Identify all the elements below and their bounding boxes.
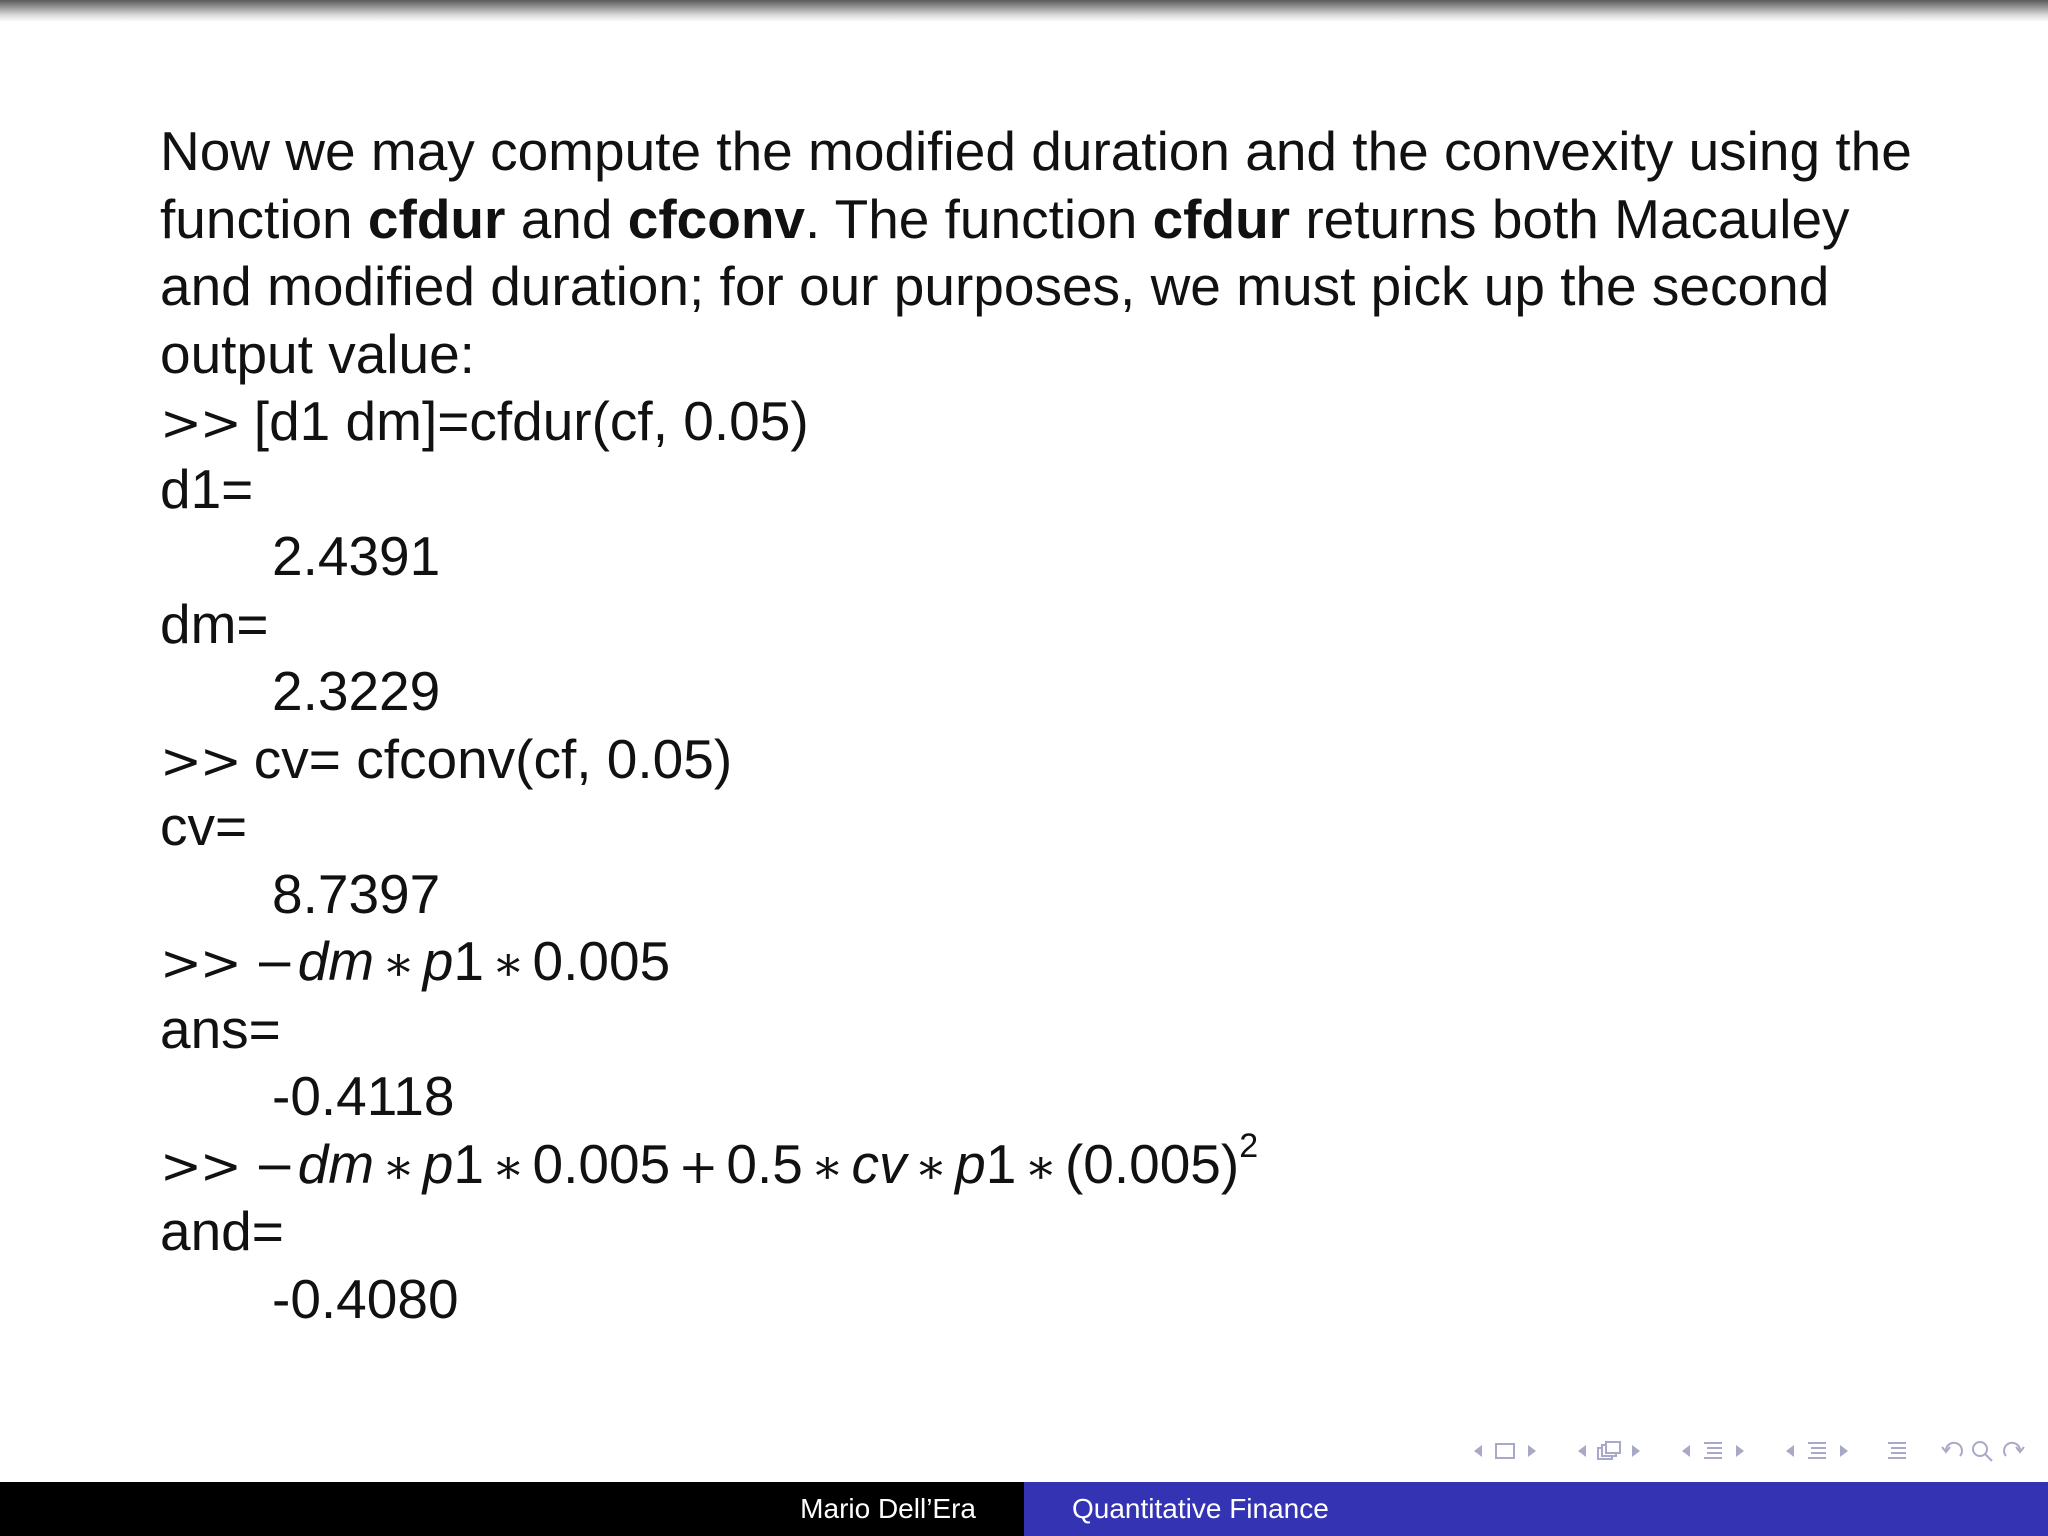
intro-text: and	[505, 187, 628, 250]
math-var-p: p	[422, 1132, 454, 1195]
math-number: 0.005	[532, 1132, 671, 1195]
math-number: 0.005	[532, 930, 671, 992]
math-number: 0.5	[726, 1132, 803, 1195]
console-line-expr1	[160, 928, 1920, 996]
console-output-value: -0.4118	[272, 1065, 455, 1127]
math-minus: −	[253, 1136, 296, 1195]
console-output-value: -0.4080	[272, 1267, 459, 1330]
math-digit: 1	[985, 1132, 1017, 1195]
console-output-value: 2.4391	[272, 525, 441, 587]
footer-bar	[0, 1482, 2048, 1536]
console-output-value: 2.3229	[272, 660, 441, 722]
beamer-navigation-bar	[1466, 1436, 2028, 1466]
math-minus: −	[253, 934, 296, 992]
console-output-label: dm=	[160, 592, 269, 655]
nav-next-arrow-icon[interactable]	[1632, 1445, 1640, 1457]
math-var-dm: dm	[297, 1132, 375, 1195]
console-output-value: 8.7397	[272, 862, 441, 925]
math-times: ∗	[810, 1138, 844, 1195]
nav-prev-arrow-icon[interactable]	[1786, 1445, 1794, 1457]
math-digit: 1	[453, 930, 484, 992]
nav-presentation-group[interactable]	[1778, 1438, 1856, 1464]
math-times: ∗	[382, 936, 415, 992]
console-line-expr2	[160, 1126, 1920, 1199]
console-output-label: and=	[160, 1200, 284, 1262]
nav-prev-arrow-icon[interactable]	[1682, 1445, 1690, 1457]
nav-frame-icon[interactable]	[1490, 1438, 1520, 1464]
slide-content	[160, 118, 1920, 1333]
console-command: cv= cfconv(cf, 0.05)	[253, 727, 733, 790]
console-prompt: >>	[160, 731, 240, 790]
nav-toc-icon[interactable]	[1882, 1438, 1912, 1464]
math-var-dm: dm	[297, 930, 375, 992]
nav-toc-group[interactable]	[1882, 1438, 1912, 1464]
nav-section-group[interactable]	[1674, 1438, 1752, 1464]
math-times: ∗	[1024, 1138, 1057, 1195]
intro-text: Now we may compute the modified duration and the convexity using the function	[160, 120, 1912, 250]
footer-author: Mario Dell’Era	[0, 1482, 1024, 1536]
footer-title: Quantitative Finance	[1024, 1482, 2048, 1536]
cfconv-keyword: cfconv	[627, 187, 806, 250]
cfdur-keyword: cfdur	[367, 187, 506, 250]
nav-frame-group[interactable]	[1466, 1438, 1544, 1464]
nav-forward-icon[interactable]	[1998, 1438, 2028, 1464]
nav-subsection-group[interactable]	[1570, 1438, 1648, 1464]
nav-next-arrow-icon[interactable]	[1840, 1445, 1848, 1457]
console-prompt: >>	[160, 934, 240, 992]
math-paren-number: (0.005)	[1064, 1132, 1240, 1195]
nav-next-arrow-icon[interactable]	[1528, 1445, 1536, 1457]
math-var-p: p	[422, 930, 454, 992]
console-prompt: >>	[160, 1136, 240, 1195]
console-line-cmd1	[160, 388, 1920, 456]
math-times: ∗	[914, 1138, 948, 1195]
nav-prev-arrow-icon[interactable]	[1578, 1445, 1586, 1457]
nav-search-group[interactable]	[1938, 1438, 2028, 1464]
math-var-p: p	[955, 1132, 986, 1195]
nav-presentation-icon[interactable]	[1802, 1438, 1832, 1464]
console-line-cmd2	[160, 726, 1920, 794]
math-times: ∗	[382, 1138, 415, 1195]
intro-text: returns both Macauley and modified duration; for our purposes, we must pick up the second output value:	[160, 187, 1850, 385]
console-output-label: ans=	[160, 997, 281, 1060]
math-plus: +	[678, 1138, 719, 1195]
top-shade	[0, 0, 2048, 22]
math-var-cv: cv	[851, 1132, 907, 1195]
console-command: [d1 dm]=cfdur(cf, 0.05)	[253, 390, 809, 452]
console-output-label: d1=	[160, 457, 254, 520]
math-times: ∗	[491, 1138, 525, 1195]
nav-subsection-icon[interactable]	[1594, 1438, 1624, 1464]
intro-text: . The function	[805, 187, 1153, 250]
nav-back-icon[interactable]	[1938, 1438, 1968, 1464]
cfdur-keyword: cfdur	[1152, 187, 1291, 250]
intro-paragraph	[160, 118, 1920, 388]
nav-prev-arrow-icon[interactable]	[1474, 1445, 1482, 1457]
nav-next-arrow-icon[interactable]	[1736, 1445, 1744, 1457]
console-output-label: cv=	[160, 795, 248, 857]
math-exponent: 2	[1239, 1126, 1259, 1165]
nav-search-icon[interactable]	[1968, 1438, 1998, 1464]
nav-section-icon[interactable]	[1698, 1438, 1728, 1464]
math-digit: 1	[453, 1132, 484, 1195]
console-prompt: >>	[160, 394, 240, 452]
math-times: ∗	[491, 936, 525, 992]
